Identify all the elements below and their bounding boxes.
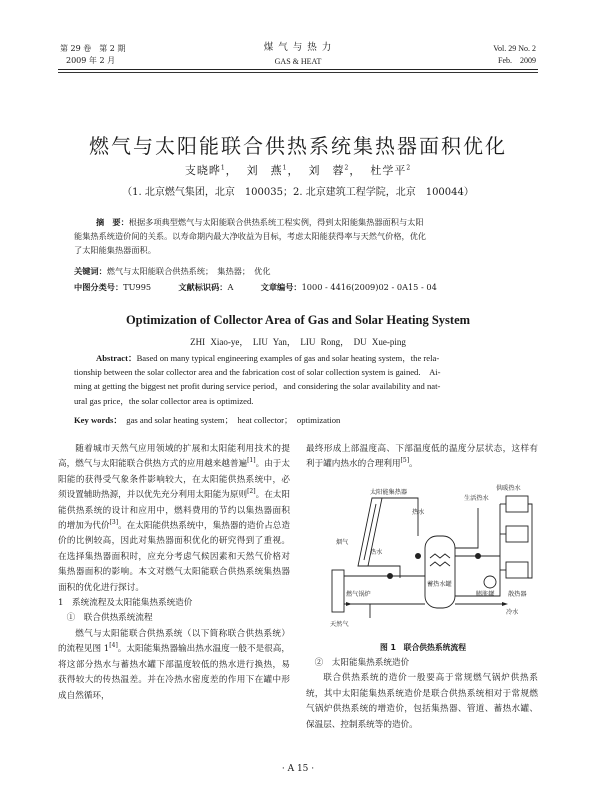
label-natural-gas: 天然气 (330, 621, 349, 628)
label-heating: 供暖热水 (496, 485, 521, 492)
subsection-heading-1: ① 联合供热系统流程 (66, 613, 153, 624)
header-volume-en: Vol. 29 No. 2 (493, 44, 536, 53)
header-journal-en: GAS & HEAT (274, 57, 322, 66)
paper-title-cn: 燃气与太阳能联合供热系统集热器面积优化 (89, 134, 507, 158)
label-domestic: 生活热水 (464, 495, 489, 502)
abstract-en-line: ming at getting the biggest net profit during service period，and considering the solar availability and nat- (74, 381, 441, 392)
header-rule (58, 69, 538, 70)
abstract-cn-label: 摘 要： (96, 217, 129, 227)
header-date-en: Feb. 2009 (498, 56, 536, 65)
header-date-cn: 2009 年 2 月 (66, 56, 116, 65)
authors-en: ZHI Xiao-ye， LIU Yan， LIU Rong， DU Xue-ping (190, 337, 406, 347)
figure-caption: 图 1 联合供热系统流程 (379, 643, 467, 652)
classification-cn (74, 280, 524, 294)
doc-code-label: 文献标识码： (178, 282, 228, 292)
abstract-cn-line: 了太阳能集热器面积。 (74, 245, 156, 255)
boiler-shape (332, 570, 344, 612)
abstract-en-line: Based on many typical engineering examples of gas and solar heating system，the rela- (136, 353, 440, 363)
abstract-en-line: ural gas price，the solar collector area is optimized. (74, 395, 254, 406)
keywords-cn (74, 264, 524, 278)
authors-cn: 支晓晔$^1$， 刘 燕$^1$， 刘 蓉$^2$， 杜学平$^2$ (184, 164, 412, 177)
left-column (58, 442, 290, 704)
author-3: 刘 蓉$^2$ (308, 164, 350, 177)
label-storage: 蓄热水罐 (427, 581, 452, 588)
keywords-cn-label: 关键词： (74, 266, 107, 276)
intro-paragraph: 随着城市天然气应用领域的扩展和太阳能利用技术的提高，燃气与太阳能联合供热方式的应用越来越普遍[1]。由于太阳能的获得受气象条件影响较大，在太阳能供热系统中，必须设置辅助热源，并以优先充分利用太阳能为原则[2]。在太阳能供热系统的设计和应用中，燃料费用的节约以集热器面积的增加为代价[3]。在太阳能供热系统中，集热器的造价占总造价的比例较高，因此对集热器面积优化的研究得到了重视。在选择集热器面积时，应充分考虑气候因素和天然气价格对集热器面积的影响。本文对燃气太阳能联合供热系统集热器面积的优化进行探讨。 (58, 444, 290, 593)
label-radiator: 散热器 (508, 591, 527, 598)
keywords-en (74, 414, 526, 426)
system-flow-diagram (330, 478, 535, 636)
header-rule-thin (58, 72, 538, 73)
subsection-heading-2: ② 太阳能集热系统造价 (314, 658, 410, 668)
cost-paragraph: 联合供热系统的造价一般要高于常规燃气锅炉供热系统，其中太阳能集热系统造价是联合供热系统相对于常规燃气锅炉供热系统的增造价，包括集热器、管道、蓄热水罐、保温层、控制系统等的造价。 (306, 673, 538, 730)
abstract-cn-line: 根据多项典型燃气与太阳能联合供热系统工程实例，得到太阳能集热器面积与太阳 (128, 217, 424, 227)
doc-code-value: A (227, 282, 234, 292)
right-column (306, 442, 538, 473)
affiliation-cn: （1. 北京燃气集团，北京 100035；2. 北京建筑工程学院，北京 100044） (122, 187, 474, 198)
abstract-en-label: Abstract： (96, 353, 137, 363)
author-4: 杜学平$^2$ (370, 164, 412, 177)
article-no-label: 文章编号： (260, 282, 302, 292)
label-cold-water: 冷水 (506, 609, 519, 616)
section-heading-1: 1 系统流程及太阳能集热系统造价 (58, 598, 193, 609)
expansion-tank-shape (484, 576, 496, 588)
label-hot-water-mid: 热水 (370, 549, 383, 556)
label-flue-gas: 烟气 (336, 539, 349, 546)
author-2: 刘 燕$^1$ (246, 164, 288, 177)
abstract-en-line: tionship between the solar collector area and the fabrication cost of solar collection system is gained. Ai- (74, 367, 441, 378)
right-column-lower (306, 656, 538, 733)
storage-tank-shape (425, 536, 455, 608)
label-boiler: 燃气锅炉 (346, 591, 371, 598)
stratification-paragraph: 最终形成上部温度高、下部温度低的温度分层状态，这样有利于罐内热水的合理利用[5]。 (306, 444, 538, 470)
header-volume-cn: 第 29 卷 第 2 期 (60, 44, 126, 53)
article-no-value: 1000 - 4416(2009)02 - 0A15 - 04 (301, 282, 437, 292)
clc-label: 中图分类号： (74, 282, 124, 292)
label-expansion: 膨胀罐 (476, 591, 495, 598)
flow-paragraph: 燃气与太阳能联合供热系统（以下简称联合供热系统）的流程见图 1[4]。太阳能集热器输出热水温度一般不是很高，将这部分热水与蓄热水罐下部温度较低的热水进行换热，易获得较大的传热温差。并在冷热水密度差的作用下在罐中形成自然循环， (58, 628, 290, 701)
author-1: 支晓晔$^1$ (184, 164, 226, 177)
abstract-cn-line: 能集热系统造价间的关系。以寿命期内最大净收益为目标，考虑太阳能获得率与天然气价格，优化 (74, 231, 427, 241)
keywords-en-label: Key words： (74, 415, 122, 425)
label-hot-water-top: 热水 (412, 509, 425, 516)
keywords-cn-text: 燃气与太阳能联合供热系统； 集热器； 优化 (106, 266, 271, 276)
abstract-cn (74, 215, 524, 257)
header-journal-cn: 煤 气 与 热 力 (263, 42, 333, 53)
keywords-en-text: gas and solar heating system； heat collector； optimization (126, 415, 341, 425)
abstract-en (74, 351, 526, 408)
clc-value: TU995 (123, 282, 152, 292)
label-collector: 太阳能集热器 (370, 489, 408, 496)
paper-title-en: Optimization of Collector Area of Gas and Solar Heating System (125, 313, 471, 327)
page-number: · A 15 · (281, 764, 315, 774)
